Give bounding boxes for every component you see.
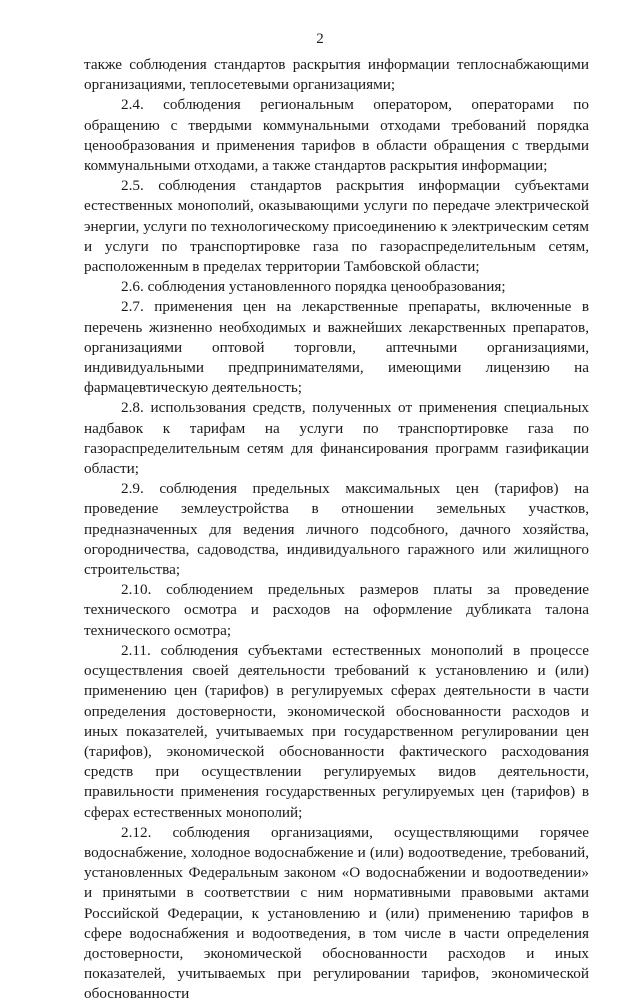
paragraph-2-7: 2.7. применения цен на лекарственные препараты, включенные в перечень жизненно необходимых и важнейших лекарственных препаратов, организациями оптовой торговли, аптечными организациями, индивидуальными предпринимателями, имеющими лицензию на фармацевтическую деятельность; [84,298,589,397]
paragraph-2-11: 2.11. соблюдения субъектами естественных монополий в процессе осуществления своей деятельности требований к установлению и (или) применению цен (тарифов) в регулируемых сферах деятельности в части определения достоверности, экономической обоснованности расходов и иных показателей, учитываемых при государственном регулировании цен (тарифов), экономической обоснованности фактического расходования средств при осуществлении регулируемых видов деятельности, правильности применения государственных регулируемых цен (тарифов) в сферах естественных монополий; [84,641,589,821]
paragraph-2-4: 2.4. соблюдения региональным оператором, операторами по обращению с твердыми коммунальными отходами требований порядка ценообразования и применения тарифов в области обращения с твердыми коммунальными отходами, а также стандартов раскрытия информации; [84,96,589,175]
page-number: 2 [316,31,324,47]
paragraph-2-12: 2.12. соблюдения организациями, осуществляющими горячее водоснабжение, холодное водоснабжение и (или) водоотведение, требований, установленных Федеральным законом «О водоснабжении и водоотведении» и принятыми в соответствии с ним нормативными правовыми актами Российской Федерации, к установлению и (или) применению тарифов в сфере водоснабжения и водоотведения, в том числе в части определения достоверности, экономической обоснованности расходов и иных показателей, учитываемых при регулировании тарифов, экономической обоснованности [84,823,589,1003]
paragraph-continuation: также соблюдения стандартов раскрытия информации теплоснабжающими организациями, теплосетевыми организациями; [84,56,589,94]
paragraph-2-6: 2.6. соблюдения установленного порядка ценообразования; [121,278,506,296]
document-body [84,55,589,1005]
paragraph-2-5: 2.5. соблюдения стандартов раскрытия информации субъектами естественных монополий, оказывающими услуги по передаче электрической энергии, услуги по технологическому присоединению к электрическим сетям и услуги по транспортировке газа по газораспределительным сетям, расположенным в пределах территории Тамбовской области; [84,177,589,276]
paragraph-2-8: 2.8. использования средств, полученных от применения специальных надбавок к тарифам на услуги по транспортировке газа по газораспределительным сетям для финансирования программ газификации области; [84,399,589,478]
paragraph-2-9: 2.9. соблюдения предельных максимальных цен (тарифов) на проведение землеустройства в отношении земельных участков, предназначенных для ведения личного подсобного, дачного хозяйства, огородничества, садоводства, индивидуального гаражного или жилищного строительства; [84,480,589,579]
paragraph-2-10: 2.10. соблюдением предельных размеров платы за проведение технического осмотра и расходов на оформление дубликата талона технического осмотра; [84,581,589,639]
